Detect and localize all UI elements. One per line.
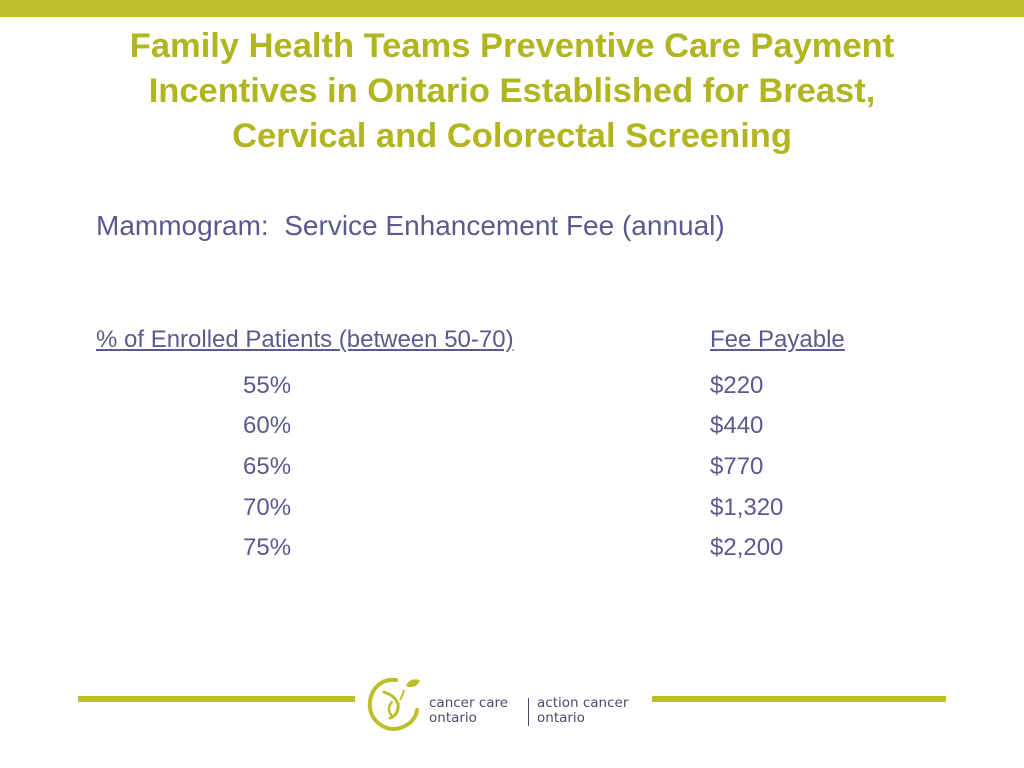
table-cell-fee: $2,200 xyxy=(710,534,784,561)
slide-title-line-2: Incentives in Ontario Established for Breast, xyxy=(148,72,876,110)
top-accent-bar xyxy=(0,0,1024,17)
cancer-care-ontario-logo xyxy=(366,672,646,732)
logo-divider xyxy=(528,698,529,726)
logo-text-action-cancer-ontario xyxy=(537,696,628,726)
logo-text-cancer-care-ontario xyxy=(429,696,508,726)
slide-title-line-1: Family Health Teams Preventive Care Payment xyxy=(129,27,895,65)
footer-divider-right xyxy=(652,696,946,702)
table-cell-fee: $770 xyxy=(710,453,764,480)
logo-text-line: cancer care xyxy=(429,695,509,711)
footer-divider-left xyxy=(78,696,355,702)
table-cell-percent: 75% xyxy=(243,534,292,561)
table-cell-percent: 70% xyxy=(243,494,292,521)
table-header-enrolled-patients xyxy=(96,325,514,355)
slide-title-line-3: Cervical and Colorectal Screening xyxy=(232,117,792,155)
slide-subtitle: Mammogram: Service Enhancement Fee (annual) xyxy=(96,210,725,241)
slide-title xyxy=(40,24,984,159)
table-cell-fee: $440 xyxy=(710,412,764,439)
table-cell-fee: $1,320 xyxy=(710,494,784,521)
table-header-fee-payable xyxy=(710,325,845,355)
table-cell-percent: 55% xyxy=(243,372,292,399)
table-header-fee-payable-text: Fee Payable xyxy=(710,326,845,353)
table-cell-percent: 60% xyxy=(243,412,292,439)
logo-leaf-icon xyxy=(366,672,424,732)
table-cell-fee: $220 xyxy=(710,372,764,399)
table-cell-percent: 65% xyxy=(243,453,292,480)
table-header-enrolled-patients-text: % of Enrolled Patients (between 50-70) xyxy=(96,326,514,353)
logo-text-line: action cancer xyxy=(537,695,629,711)
logo-text-line: ontario xyxy=(537,710,585,726)
logo-text-line: ontario xyxy=(429,710,477,726)
